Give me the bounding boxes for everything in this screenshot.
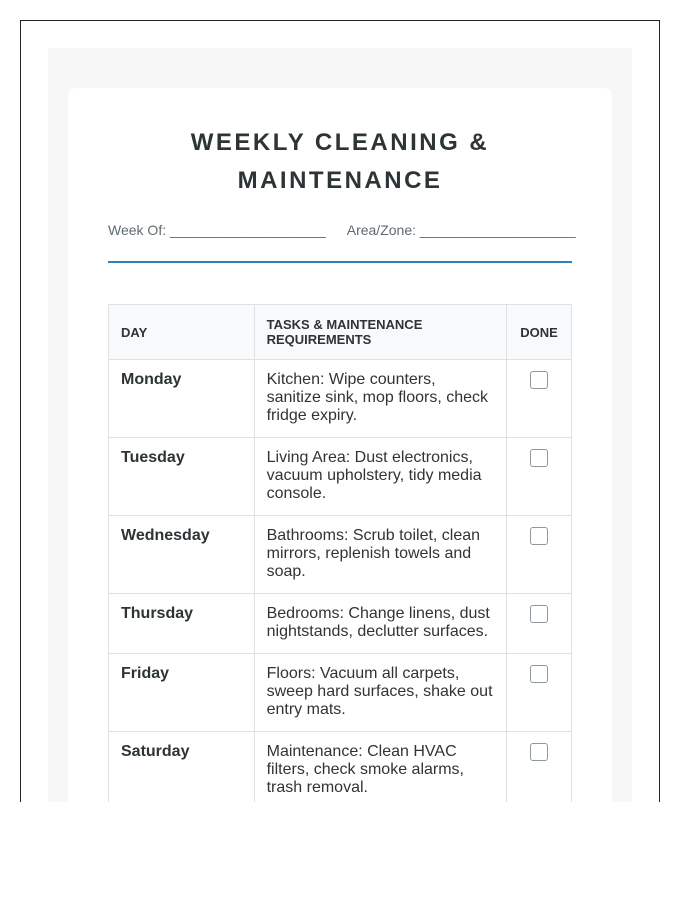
title-line-2: MAINTENANCE [237, 167, 443, 194]
table-row [109, 654, 572, 732]
header-divider [108, 261, 572, 263]
day-cell: Saturday [109, 732, 255, 803]
done-checkbox[interactable] [530, 605, 548, 623]
column-header-tasks: TASKS & MAINTENANCE REQUIREMENTS [254, 305, 507, 360]
task-cell: Floors: Vacuum all carpets, sweep hard surfaces, shake out entry mats. [254, 654, 507, 732]
page-bottom-margin [0, 802, 700, 900]
done-checkbox[interactable] [530, 371, 548, 389]
table-row [109, 732, 572, 803]
task-table [108, 304, 572, 802]
table-row [109, 516, 572, 594]
task-cell: Living Area: Dust electronics, vacuum upholstery, tidy media console. [254, 438, 507, 516]
task-cell: Kitchen: Wipe counters, sanitize sink, mop floors, check fridge expiry. [254, 360, 507, 438]
table-header-row [109, 305, 572, 360]
done-cell [507, 594, 572, 654]
table-row [109, 438, 572, 516]
week-of-field[interactable]: ____________________ [169, 222, 326, 238]
week-of-label: Week Of: [108, 222, 167, 238]
title-line-1: WEEKLY CLEANING & [190, 129, 490, 156]
done-cell [507, 732, 572, 803]
area-zone-label: Area/Zone: [346, 222, 416, 238]
task-cell: Maintenance: Clean HVAC filters, check smoke alarms, trash removal. [254, 732, 507, 803]
document-title [68, 124, 612, 200]
task-cell: Bathrooms: Scrub toilet, clean mirrors, replenish towels and soap. [254, 516, 507, 594]
column-header-day: DAY [109, 305, 255, 360]
done-checkbox[interactable] [530, 449, 548, 467]
done-checkbox[interactable] [530, 743, 548, 761]
day-cell: Tuesday [109, 438, 255, 516]
done-checkbox[interactable] [530, 665, 548, 683]
done-cell [507, 654, 572, 732]
column-header-done: DONE [507, 305, 572, 360]
day-cell: Wednesday [109, 516, 255, 594]
table-row [109, 594, 572, 654]
area-zone-field[interactable]: ____________________ [419, 222, 576, 238]
table-row [109, 360, 572, 438]
done-checkbox[interactable] [530, 527, 548, 545]
task-cell: Bedrooms: Change linens, dust nightstands, declutter surfaces. [254, 594, 507, 654]
done-cell [507, 360, 572, 438]
day-cell: Monday [109, 360, 255, 438]
day-cell: Friday [109, 654, 255, 732]
meta-line [108, 222, 576, 238]
sheet [20, 20, 660, 802]
checklist-card [68, 88, 612, 802]
done-cell [507, 516, 572, 594]
day-cell: Thursday [109, 594, 255, 654]
done-cell [507, 438, 572, 516]
